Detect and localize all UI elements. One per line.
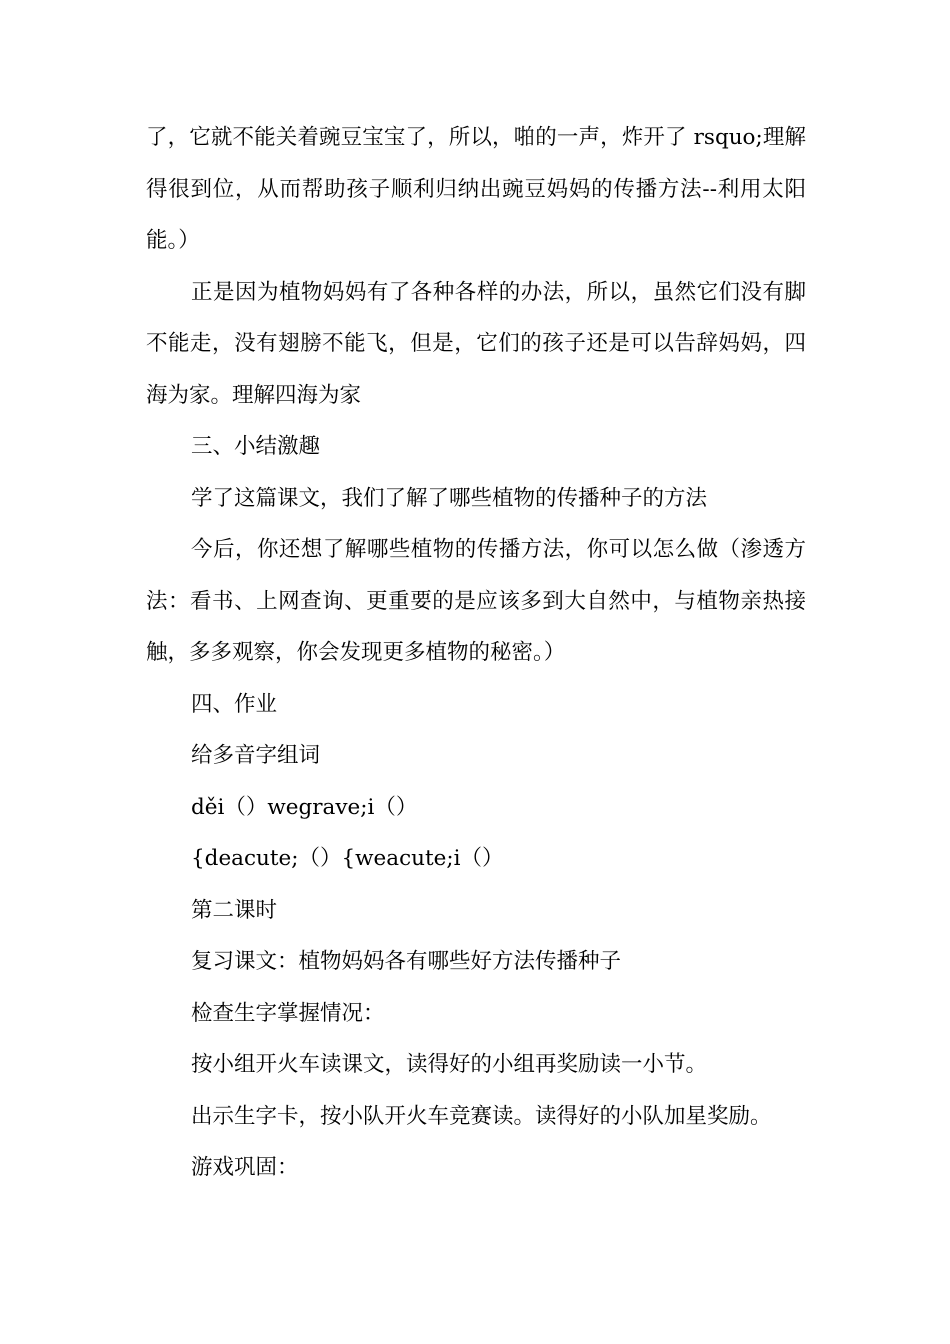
paragraph-9: {deacute;（）{weacute;i（） [191,846,504,871]
section-heading-summary: 三、小结激趣 [191,434,321,459]
section-heading-homework: 四、作业 [191,691,278,717]
paragraph-11: 复习课文：植物妈妈各有哪些好方法传播种子 [191,949,622,974]
paragraph-15: 游戏巩固： [191,1155,299,1180]
paragraph-2: 正是因为植物妈妈有了各种各样的办法，所以，虽然它们没有脚不能走，没有翅膀不能飞，但是，它们的孩子还是可以告辞妈妈，四海为家。理解四海为家 [146,279,806,408]
paragraph-8: děi（）wegrave;i（） [191,794,418,820]
paragraph-4: 学了这篇课文，我们了解了哪些植物的传播种子的方法 [191,485,708,511]
paragraph-7: 给多音字组词 [191,743,321,768]
paragraph-13: 按小组开火车读课文，读得好的小组再奖励读一小节。 [191,1052,708,1077]
section-heading-second-lesson: 第二课时 [191,897,278,923]
paragraph-5: 今后，你还想了解哪些植物的传播方法，你可以怎么做（渗透方法：看书、上网查询、更重要的是应该多到大自然中，与植物亲热接触，多多观察，你会发现更多植物的秘密。） [146,537,806,665]
paragraph-1: 了，它就不能关着豌豆宝宝了，所以，啪的一声，炸开了 rsquo;理解得很到位，从而帮助孩子顺利归纳出豌豆妈妈的传播方法--利用太阳能。） [146,125,806,253]
document-body [146,112,806,1194]
paragraph-12: 检查生字掌握情况： [191,1000,385,1026]
paragraph-14: 出示生字卡，按小队开火车竞赛读。读得好的小队加星奖励。 [191,1103,772,1129]
